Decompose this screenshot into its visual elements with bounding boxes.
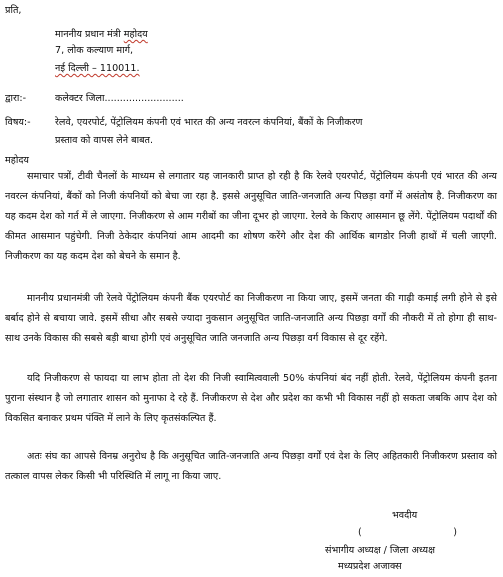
body-paragraph-2: माननीय प्रधानमंत्री जी रेलवे पेंट्रोलियम कंपनी बैंक एयरपोर्ट का निजीकरण ना किया जाए, इसमें जनता की गाढ़ी कमाई लगी होने से इसे बर्बाद होने से बचाया जावे. इसमें सीधा और सबसे ज्यादा नुकसान अनुसूचित जाति-जनजाति अन्य पिछड़ा वर्गों की नौकरी में तो होगा ही साथ-साथ उनके विकास की सबसे बड़ी बाधा होगी एवं अनुसूचित जाति जनजाति अन्य पिछड़ा वर्ग विकास से दूर रहेंगे. <box>5 293 497 344</box>
body-paragraph-3: यदि निजीकरण से फायदा या लाभ होता तो देश की निजी स्वामित्ववाली 50% कंपनियां बंद नहीं होती. रेलवे, पेंट्रोलियम कंपनी इतना पुराना संस्थान है जो लगातार शासन को मुनाफा दे रहे हैं. निजीकरण से देश और प्रदेश का कभी भी विकास नहीं हो सकता जबकि आप देश को विकसित बनाकर प्रथम पंक्ति में लाने के लिए कृतसंकल्पित हैं. <box>5 373 497 424</box>
body-paragraph-4: अतः संघ का आपसे विनम्र अनुरोध है कि अनुसूचित जाति-जनजाति अन्य पिछड़ा वर्गों एवं देश के लिए अहितकारी निजीकरण प्रस्ताव को तत्काल वापस लेकर किसी भी परिस्थिति में लागू ना किया जाए. <box>5 451 497 482</box>
via-value: कलेक्टर जिला.......................... <box>55 93 184 104</box>
closing-designation: संभागीय अध्यक्ष / जिला अध्यक्ष <box>325 545 435 556</box>
salutation: महोदय <box>5 155 29 166</box>
prati-label: प्रति, <box>5 5 22 16</box>
signature-name-placeholder: ( ) <box>358 527 457 538</box>
subject-line2: प्रस्ताव को वापस लेने बाबत. <box>55 135 154 146</box>
address-city: नई दिल्ली – 110011. <box>55 63 140 74</box>
addressee-title-word: महोदय <box>123 29 148 40</box>
subject-label: विषय:- <box>5 117 31 128</box>
closing-bhavdiya: भवदीय <box>392 510 418 521</box>
body-paragraph-1: समाचार पत्रों, टीवी चैनलों के माध्यम से लगातार यह जानकारी प्राप्त हो रही है कि रेलवे एयरपोर्ट, पेंट्रोलियम कंपनी एवं भारत की अन्य नवरत्न कंपनियां, बैंकों को निजी कंपनियों को बेचा जा रहा है. इससे अनुसूचित जाति-जनजाति अन्य पिछड़ा वर्गों में असंतोष है. निजीकरण का यह कदम देश को गर्त में ले जाएगा. निजीकरण से आम गरीबों का जीना दूभर हो जाएगा. रेलवे के किराए आसमान छू लेंगे. पेंट्रोलियम पदार्थों की कीमत आसमान पहुंचेगी. निजी ठेकेदार कंपनियां आम आदमी का शोषण करेंगे और देश की आर्थिक बागडोर निजी हाथों में चली जाएगी. निजीकरण का यह कदम देश को बेचने के समान है. <box>5 171 497 262</box>
addressee <box>55 29 148 41</box>
subject-line1: रेलवे, एयरपोर्ट, पेंट्रोलियम कंपनी एवं भारत की अन्य नवरत्न कंपनियां, बैंकों के निजीकरण <box>55 117 363 128</box>
address-line1: 7, लोक कल्याण मार्ग, <box>55 45 134 56</box>
addressee-text: माननीय प्रधान मंत्री महोदय <box>55 29 148 40</box>
via-label: द्वारा:- <box>5 93 27 104</box>
closing-organisation: मध्यप्रदेश अजाक्स <box>338 561 402 572</box>
